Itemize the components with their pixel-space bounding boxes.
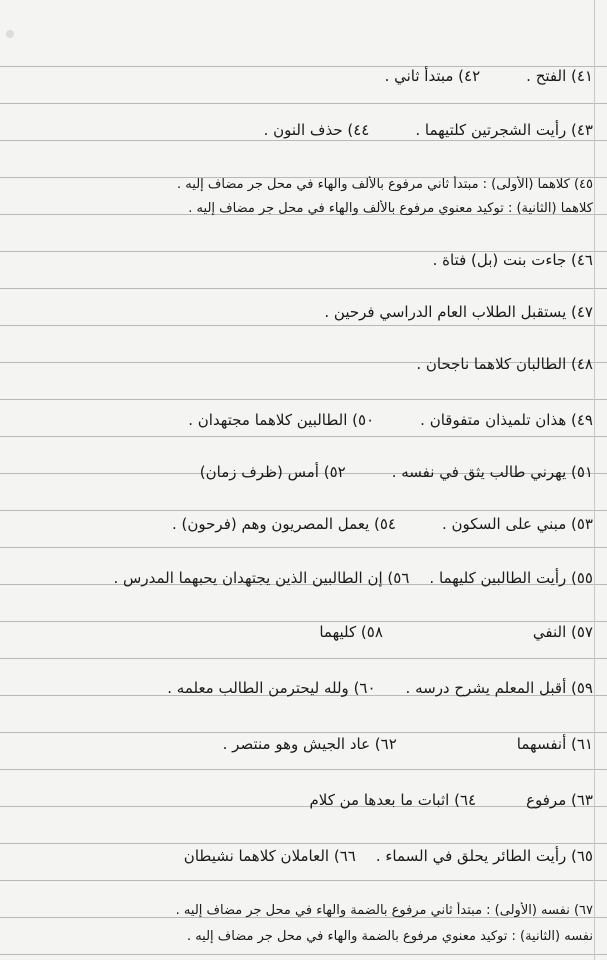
answer-line-47 [8, 302, 593, 322]
answer-line-55-56 [8, 568, 593, 588]
answer-43: ٤٣) رأيت الشجرتين كلتيهما . [415, 121, 593, 139]
answer-55: ٥٥) رأيت الطالبين كليهما . [429, 569, 593, 587]
answer-53: ٥٣) مبني على السكون . [442, 515, 593, 533]
answer-42: ٤٢) مبتدأ ثاني . [384, 67, 481, 85]
answer-line-57-58 [8, 622, 593, 642]
answer-line-65-66 [8, 846, 593, 866]
answer-62: ٦٢) عاد الجيش وهو منتصر . [222, 735, 397, 753]
answer-45-first: ٤٥) كلاهما (الأولى) : مبتدأ ثاني مرفوع بالألف والهاء في محل جر مضاف إليه . [177, 177, 593, 192]
answer-47: ٤٧) يستقبل الطلاب العام الدراسي فرحين . [324, 303, 593, 321]
answer-44: ٤٤) حذف النون . [263, 121, 370, 139]
answer-64: ٦٤) اثبات ما بعدها من كلام [309, 791, 477, 809]
answer-line-53-54 [8, 514, 593, 534]
answer-67-second: نفسه (الثانية) : توكيد معنوي مرفوع بالضمة والهاء في محل جر مضاف إليه . [186, 929, 593, 944]
answer-67-first: ٦٧) نفسه (الأولى) : مبتدأ ثاني مرفوع بالضمة والهاء في محل جر مضاف إليه . [175, 903, 593, 918]
answer-51: ٥١) يهرني طالب يثق في نفسه . [391, 463, 593, 481]
answer-line-51-52 [8, 462, 593, 482]
answer-65: ٦٥) رأيت الطائر يحلق في السماء . [375, 847, 593, 865]
answer-line-59-60 [8, 678, 593, 698]
margin-line [594, 0, 595, 960]
answer-66: ٦٦) العاملان كلاهما نشيطان [183, 847, 356, 865]
answer-58: ٥٨) كليهما [319, 623, 383, 641]
answer-52: ٥٢) أمس (ظرف زمان) [199, 463, 346, 481]
answer-48: ٤٨) الطالبان كلاهما ناجحان . [416, 355, 593, 373]
answer-49: ٤٩) هذان تلميذان متفوقان . [420, 411, 593, 429]
answer-41: ٤١) الفتح . [526, 67, 593, 85]
answer-57: ٥٧) النفي [532, 623, 593, 641]
answer-line-61-62 [8, 734, 593, 754]
punch-hole [6, 30, 14, 38]
answer-line-45-second [8, 200, 593, 218]
answer-line-63-64 [8, 790, 593, 810]
answer-line-45-first [8, 176, 593, 194]
answer-54: ٥٤) يعمل المصريون وهم (فرحون) . [172, 515, 396, 533]
answer-46: ٤٦) جاءت بنت (بل) فتاة . [432, 251, 593, 269]
answer-59: ٥٩) أقبل المعلم يشرح درسه . [405, 679, 593, 697]
answer-line-67-first [8, 902, 593, 920]
answer-line-67-second [8, 928, 593, 946]
answer-line-49-50 [8, 410, 593, 430]
answer-63: ٦٣) مرفوع [526, 791, 593, 809]
answer-61: ٦١) أنفسهما [516, 735, 593, 753]
answer-45-second: كلاهما (الثانية) : توكيد معنوي مرفوع بالألف والهاء في محل جر مضاف إليه . [188, 201, 593, 216]
answer-50: ٥٠) الطالبين كلاهما مجتهدان . [188, 411, 375, 429]
answer-56: ٥٦) إن الطالبين الذين يجتهدان يحبهما المدرس . [113, 569, 410, 587]
answer-line-48 [8, 354, 593, 374]
answer-line-46 [8, 250, 593, 270]
answer-line-43-44 [8, 120, 593, 140]
answer-60: ٦٠) ولله ليحترمن الطالب معلمه . [167, 679, 376, 697]
answer-line-41-42 [8, 66, 593, 86]
